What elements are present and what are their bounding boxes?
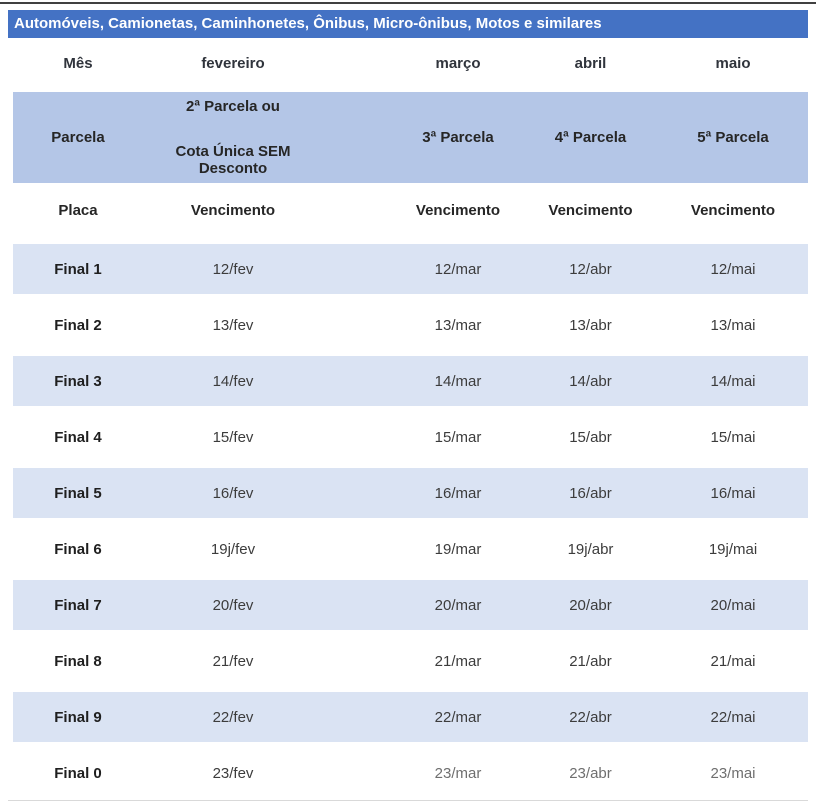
months-header-row	[13, 38, 808, 88]
due-date: 21/abr	[569, 652, 612, 670]
installment-5-cell: 5ª Parcela	[697, 129, 769, 146]
due-date: 13/mai	[710, 316, 756, 334]
due-date: 16/mai	[710, 484, 756, 502]
due-date-header-1: Vencimento	[190, 201, 276, 219]
due-date: 21/mai	[710, 652, 756, 670]
installment-4-cell: 4ª Parcela	[554, 129, 627, 146]
due-date: 14/mai	[710, 372, 756, 390]
due-date: 20/abr	[569, 596, 612, 614]
table-row	[13, 688, 808, 744]
due-date: 19j/fev	[210, 540, 256, 558]
plate-header-row	[13, 183, 808, 237]
due-date: 15/mar	[434, 428, 482, 446]
due-date: 16/mar	[434, 484, 482, 502]
due-date: 22/mar	[434, 708, 482, 726]
due-date: 12/mai	[710, 260, 756, 278]
row-label: Final 4	[54, 428, 102, 446]
due-date: 22/mai	[710, 708, 756, 726]
due-date: 19j/mai	[708, 540, 758, 558]
due-date: 16/abr	[569, 484, 612, 502]
due-date: 23/abr	[569, 764, 612, 782]
installment-3-cell: 3ª Parcela	[422, 129, 494, 146]
table-row	[13, 632, 808, 688]
parcela-row-label: Parcela	[51, 129, 105, 146]
due-date: 22/abr	[569, 708, 612, 726]
due-date: 20/mai	[710, 596, 756, 614]
due-date: 14/abr	[569, 372, 612, 390]
due-date: 19j/abr	[567, 540, 614, 558]
row-label: Final 3	[54, 372, 102, 390]
due-date: 12/fev	[212, 260, 254, 278]
table-row	[13, 744, 808, 800]
row-label: Final 1	[54, 260, 102, 278]
month-march: março	[435, 54, 481, 72]
bottom-border-rule	[8, 800, 808, 801]
due-date: 20/fev	[212, 596, 254, 614]
due-date: 12/mar	[434, 260, 482, 278]
due-date: 13/abr	[569, 316, 612, 334]
table-title: Automóveis, Camionetas, Caminhonetes, Ônibus, Micro-ônibus, Motos e similares	[14, 15, 602, 32]
month-april: abril	[574, 54, 607, 72]
installment-2-line1: 2ª Parcela ou	[186, 98, 280, 115]
row-label: Final 5	[54, 484, 102, 502]
row-label: Final 6	[54, 540, 102, 558]
due-date: 22/fev	[212, 708, 254, 726]
table-title-bar	[8, 10, 808, 38]
table-row	[13, 576, 808, 632]
due-date: 15/mai	[710, 428, 756, 446]
due-date: 12/abr	[569, 260, 612, 278]
installment-2-cell	[143, 98, 393, 177]
table-row	[13, 240, 808, 296]
installment-2-line2: Cota Única SEM Desconto	[175, 143, 291, 177]
due-date: 23/mai	[710, 764, 756, 782]
top-border-rule	[0, 2, 816, 4]
due-date: 20/mar	[434, 596, 482, 614]
table-row	[13, 296, 808, 352]
due-date-header-4: Vencimento	[690, 201, 776, 219]
row-label: Final 9	[54, 708, 102, 726]
due-date: 19/mar	[434, 540, 482, 558]
months-row-label: Mês	[63, 54, 93, 72]
table-row	[13, 520, 808, 576]
table-row	[13, 352, 808, 408]
row-label: Final 0	[54, 764, 102, 782]
table-row	[13, 464, 808, 520]
due-date: 14/mar	[434, 372, 482, 390]
due-date-header-3: Vencimento	[548, 201, 633, 219]
row-label: Final 8	[54, 652, 102, 670]
table-row	[13, 408, 808, 464]
row-label: Final 2	[54, 316, 102, 334]
due-date: 13/mar	[434, 316, 482, 334]
due-date: 15/fev	[212, 428, 254, 446]
due-date: 21/fev	[212, 652, 254, 670]
due-date: 23/mar	[434, 764, 482, 782]
month-may: maio	[715, 54, 751, 72]
due-date-header-2: Vencimento	[415, 201, 501, 219]
due-date: 14/fev	[212, 372, 254, 390]
due-date: 16/fev	[212, 484, 254, 502]
placa-row-label: Placa	[58, 201, 98, 219]
due-date: 23/fev	[212, 764, 254, 782]
due-date: 13/fev	[212, 316, 254, 334]
due-date: 15/abr	[569, 428, 612, 446]
row-label: Final 7	[54, 596, 102, 614]
due-date: 21/mar	[434, 652, 482, 670]
installment-header-row	[13, 88, 808, 183]
month-february: fevereiro	[201, 54, 265, 72]
